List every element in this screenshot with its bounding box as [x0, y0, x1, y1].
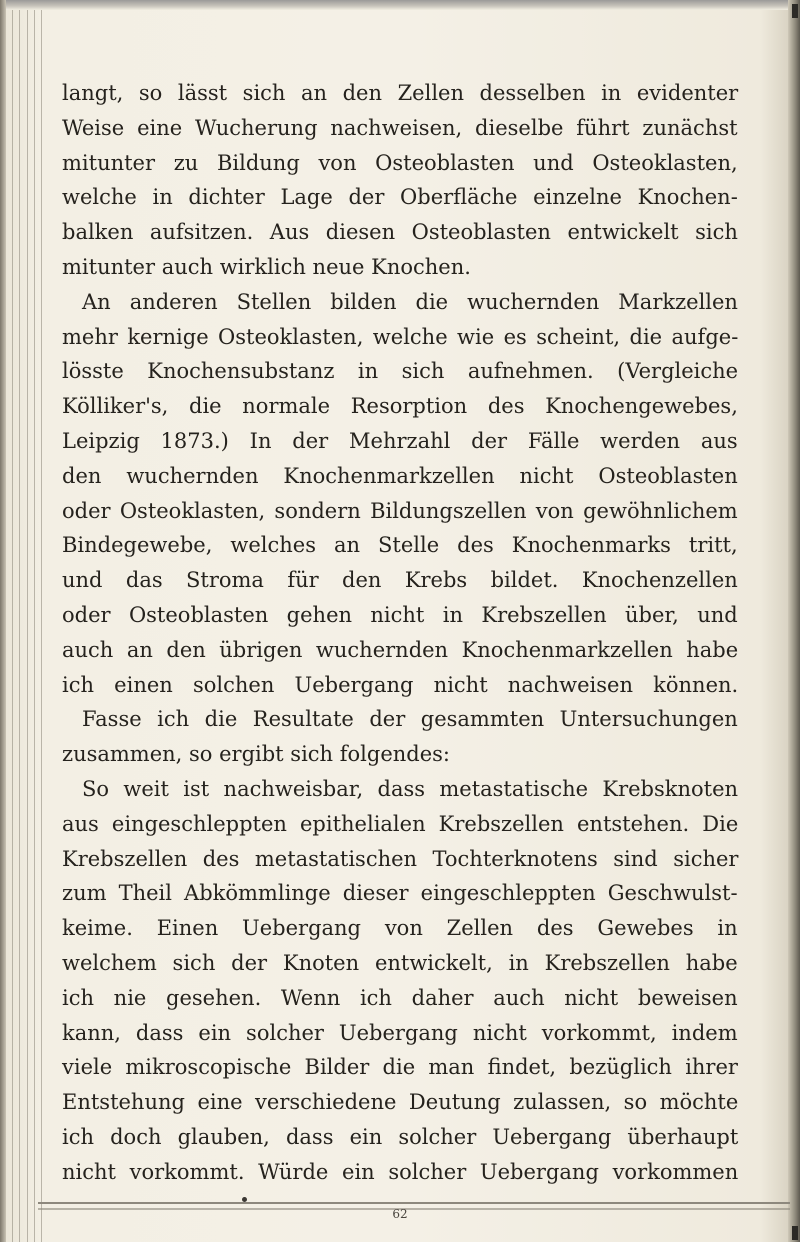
binding-line [12, 10, 13, 1242]
text-line: zum Theil Abkömmlinge dieser eingeschleppten Geschwulst- [62, 881, 738, 906]
text-line: balken aufsitzen. Aus diesen Osteoblasten entwickelt sich [62, 220, 738, 245]
page-number: 62 [392, 1207, 408, 1221]
text-line: auch an den übrigen wuchernden Knochenmarkzellen habe [62, 637, 739, 662]
edge-mark [792, 1226, 798, 1240]
top-shadow [0, 0, 800, 10]
footer-rule [38, 1202, 790, 1204]
text-line: aus eingeschleppten epithelialen Krebszellen entstehen. Die [62, 811, 739, 836]
text-line: mitunter auch wirklich neue Knochen. [62, 254, 471, 279]
text-line: nicht vorkommt. Würde ein solcher Uebergang vorkommen [62, 1159, 739, 1184]
text-line: Fasse ich die Resultate der gesammten Untersuchungen [82, 707, 738, 732]
binding-line [41, 10, 42, 1242]
text-line: und das Stroma für den Krebs bildet. Knochenzellen [62, 568, 738, 593]
edge-mark [792, 4, 798, 18]
text-line: langt, so lässt sich an den Zellen desselben in evidenter [62, 81, 739, 105]
text-line: Weise eine Wucherung nachweisen, dieselbe führt zunächst [62, 115, 738, 140]
text-line: mitunter zu Bildung von Osteoblasten und Osteoklasten, [62, 150, 738, 175]
binding-line [19, 10, 20, 1242]
binding-line [34, 10, 35, 1242]
text-line: oder Osteoblasten gehen nicht in Krebszellen über, und [62, 602, 738, 627]
text-line: Leipzig 1873.) In der Mehrzahl der Fälle werden aus [62, 428, 738, 453]
text-line: mehr kernige Osteoklasten, welche wie es scheint, die aufge- [62, 324, 739, 349]
text-line: ich einen solchen Uebergang nicht nachweisen können. [62, 672, 739, 697]
text-line: viele mikroscopische Bilder die man findet, bezüglich ihrer [62, 1055, 738, 1080]
binding-line [27, 10, 28, 1242]
body-text [62, 76, 738, 1190]
text-line: den wuchernden Knochenmarkzellen nicht Osteoblasten [62, 463, 738, 488]
text-line: kann, dass ein solcher Uebergang nicht vorkommt, indem [62, 1020, 738, 1045]
text-line: ich doch glauben, dass ein solcher Uebergang überhaupt [62, 1124, 739, 1149]
text-line: So weit ist nachweisbar, dass metastatische Krebsknoten [82, 776, 739, 801]
text-line: ich nie gesehen. Wenn ich daher auch nicht beweisen [62, 985, 738, 1010]
text-line: Kölliker's, die normale Resorption des Knochengewebes, [62, 394, 738, 419]
text-line: oder Osteoklasten, sondern Bildungszellen von gewöhnlichem [62, 498, 738, 523]
text-line: An anderen Stellen bilden die wuchernden Markzellen [82, 289, 738, 314]
right-page-edge [788, 0, 800, 1242]
text-line: zusammen, so ergibt sich folgendes: [62, 742, 450, 767]
text-line: Bindegewebe, welches an Stelle des Knochenmarks tritt, [62, 533, 738, 558]
text-line: welche in dichter Lage der Oberfläche einzelne Knochen- [62, 185, 738, 210]
text-line: Entstehung eine verschiedene Deutung zulassen, so möchte [62, 1090, 739, 1115]
text-line: Krebszellen des metastatischen Tochterknotens sind sicher [62, 846, 739, 871]
left-page-edge [0, 0, 6, 1242]
text-line: keime. Einen Uebergang von Zellen des Gewebes in [62, 916, 738, 941]
text-line: lösste Knochensubstanz in sich aufnehmen. (Vergleiche [62, 359, 739, 384]
text-line: welchem sich der Knoten entwickelt, in Krebszellen habe [62, 950, 738, 975]
